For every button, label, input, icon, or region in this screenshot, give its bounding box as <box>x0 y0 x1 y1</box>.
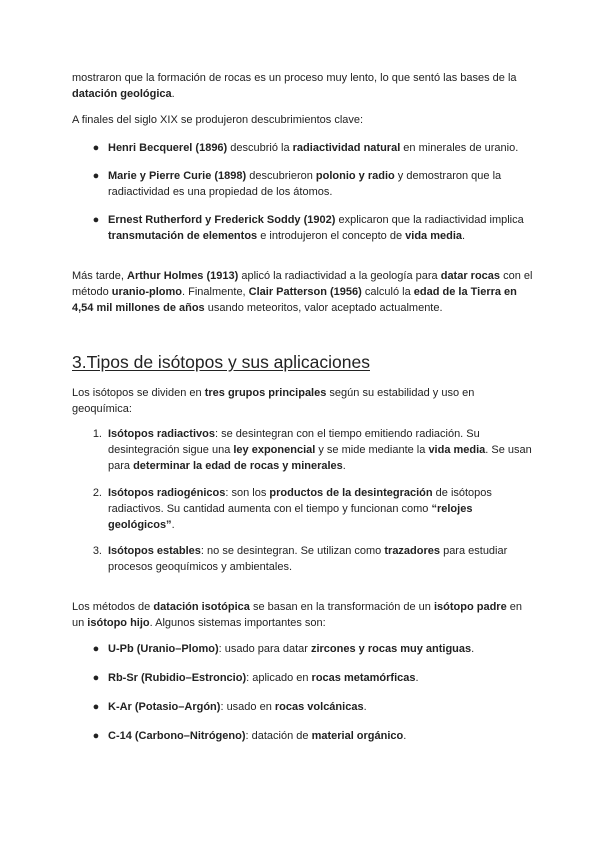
bold-text: isótopo padre <box>433 601 507 613</box>
bold-text: Ernest Rutherford y Frederick Soddy (1902) <box>108 214 336 226</box>
bold-text: ley exponencial <box>233 444 316 456</box>
section-heading: 3.Tipos de isótopos y sus aplicaciones <box>72 352 370 372</box>
list-item-text <box>108 643 474 655</box>
bold-text: transmutación de elementos <box>108 230 258 242</box>
list-item <box>92 543 534 575</box>
paragraph-isotope-groups <box>72 385 534 417</box>
paragraph-dating-methods <box>72 599 534 631</box>
bold-text: Rb-Sr (Rubidio–Estroncio) <box>108 672 247 684</box>
bold-text: rocas metamórficas <box>311 672 416 684</box>
bold-text: uranio-plomo <box>111 286 183 298</box>
bold-text: datar rocas <box>440 270 501 282</box>
list-item <box>92 641 534 657</box>
bold-text: vida media <box>405 230 463 242</box>
text-run: descubrió la <box>227 142 293 154</box>
text-run: según su estabilidad y uso en geoquímica: <box>72 387 475 415</box>
text-run: aplicó la radiactividad a la geología para <box>238 270 441 282</box>
paragraph-holmes-patterson <box>72 268 534 316</box>
bold-text: C-14 (Carbono–Nitrógeno) <box>108 730 246 742</box>
list-item <box>92 485 534 533</box>
paragraph-discoveries-intro <box>72 112 534 128</box>
list-number: 3. <box>92 545 102 557</box>
bold-text: U-Pb (Uranio–Plomo) <box>108 643 219 655</box>
bullet-icon: ● <box>92 142 100 154</box>
bold-text: Isótopos radiogénicos <box>108 487 226 499</box>
text-run: : datación de <box>245 730 312 742</box>
text-run: . <box>342 460 346 472</box>
list-item <box>92 728 534 744</box>
text-run: mostraron que la formación de rocas es un proceso muy lento, lo que sentó las bases de la <box>72 72 517 84</box>
text-run: . <box>363 701 367 713</box>
text-run: . <box>462 230 466 242</box>
bold-text: Arthur Holmes (1913) <box>127 270 239 282</box>
list-item <box>92 699 534 715</box>
bullet-icon: ● <box>92 701 100 713</box>
text-run: . Se usan para <box>108 444 532 472</box>
text-run: calculó la <box>361 286 414 298</box>
text-run: con el método <box>72 270 533 298</box>
list-item-text <box>108 428 532 472</box>
bold-text: determinar la edad de rocas y minerales <box>133 460 343 472</box>
text-run: descubrieron <box>246 170 316 182</box>
text-run: Más tarde, <box>72 270 128 282</box>
list-item <box>92 426 534 474</box>
list-item-text <box>108 142 518 154</box>
text-run: en un <box>72 601 523 629</box>
list-item <box>92 168 534 200</box>
list-item-text <box>108 730 406 742</box>
bold-text: datación geológica <box>72 88 172 100</box>
text-run: . Algunos sistemas importantes son: <box>149 617 326 629</box>
bold-text: Isótopos radiactivos <box>108 428 215 440</box>
text-run: . <box>171 519 175 531</box>
text-run: se basan en la transformación de un <box>249 601 434 613</box>
text-run: : usado para datar <box>218 643 311 655</box>
list-item-text <box>108 487 492 531</box>
text-run: y se mide mediante la <box>315 444 429 456</box>
bold-text: edad de la Tierra en 4,54 mil millones de años <box>72 286 517 314</box>
bold-text: “relojes geológicos” <box>108 503 473 531</box>
bold-text: trazadores <box>384 545 441 557</box>
text-run: para estudiar procesos geoquímicos y ambientales. <box>108 545 508 573</box>
text-run: en minerales de uranio. <box>400 142 519 154</box>
bold-text: productos de la desintegración <box>269 487 433 499</box>
bold-text: vida media <box>428 444 486 456</box>
bold-text: rocas volcánicas <box>274 701 364 713</box>
list-number: 2. <box>92 487 102 499</box>
list-item <box>92 670 534 686</box>
bold-text: K-Ar (Potasio–Argón) <box>108 701 221 713</box>
list-item-text <box>108 545 507 573</box>
text-run: : aplicado en <box>246 672 312 684</box>
bold-text: datación isotópica <box>153 601 250 613</box>
text-run: : no se desintegran. Se utilizan como <box>200 545 385 557</box>
text-run: e introdujeron el concepto de <box>257 230 406 242</box>
list-item-text <box>108 672 419 684</box>
list-item-text <box>108 214 524 242</box>
text-run: : se desintegran con el tiempo emitiendo radiación. Su desintegración sigue una <box>108 428 480 456</box>
text-run: Los métodos de <box>72 601 154 613</box>
bold-text: Clair Patterson (1956) <box>248 286 362 298</box>
paragraph-geologic-dating <box>72 70 534 102</box>
text-run: . <box>403 730 407 742</box>
bold-text: material orgánico <box>311 730 404 742</box>
bold-text: Henri Becquerel (1896) <box>108 142 228 154</box>
bold-text: polonio y radio <box>315 170 395 182</box>
bullet-icon: ● <box>92 730 100 742</box>
text-run: . <box>415 672 419 684</box>
text-run: . <box>471 643 475 655</box>
text-run: explicaron que la radiactividad implica <box>335 214 524 226</box>
bullet-icon: ● <box>92 214 100 226</box>
bullet-icon: ● <box>92 170 100 182</box>
list-number: 1. <box>92 428 102 440</box>
list-item-text <box>108 701 367 713</box>
bold-text: radiactividad natural <box>292 142 401 154</box>
text-run: A finales del siglo XIX se produjeron descubrimientos clave: <box>72 114 364 126</box>
bold-text: isótopo hijo <box>87 617 150 629</box>
bold-text: Marie y Pierre Curie (1898) <box>108 170 247 182</box>
text-run: . <box>171 88 175 100</box>
text-run: de isótopos radiactivos. Su cantidad aumenta con el tiempo y funcionan como <box>108 487 492 515</box>
bold-text: Isótopos estables <box>108 545 201 557</box>
text-run: Los isótopos se dividen en <box>72 387 205 399</box>
bullet-icon: ● <box>92 643 100 655</box>
list-item <box>92 212 534 244</box>
bullet-icon: ● <box>92 672 100 684</box>
bold-text: zircones y rocas muy antiguas <box>310 643 472 655</box>
text-run: usando meteoritos, valor aceptado actualmente. <box>204 302 443 314</box>
bold-text: tres grupos principales <box>204 387 327 399</box>
text-run: : usado en <box>220 701 275 713</box>
list-item-text <box>108 170 501 198</box>
text-run: : son los <box>225 487 270 499</box>
list-item <box>92 140 534 156</box>
text-run: y demostraron que la radiactividad es una propiedad de los átomos. <box>108 170 502 198</box>
text-run: . Finalmente, <box>182 286 249 298</box>
